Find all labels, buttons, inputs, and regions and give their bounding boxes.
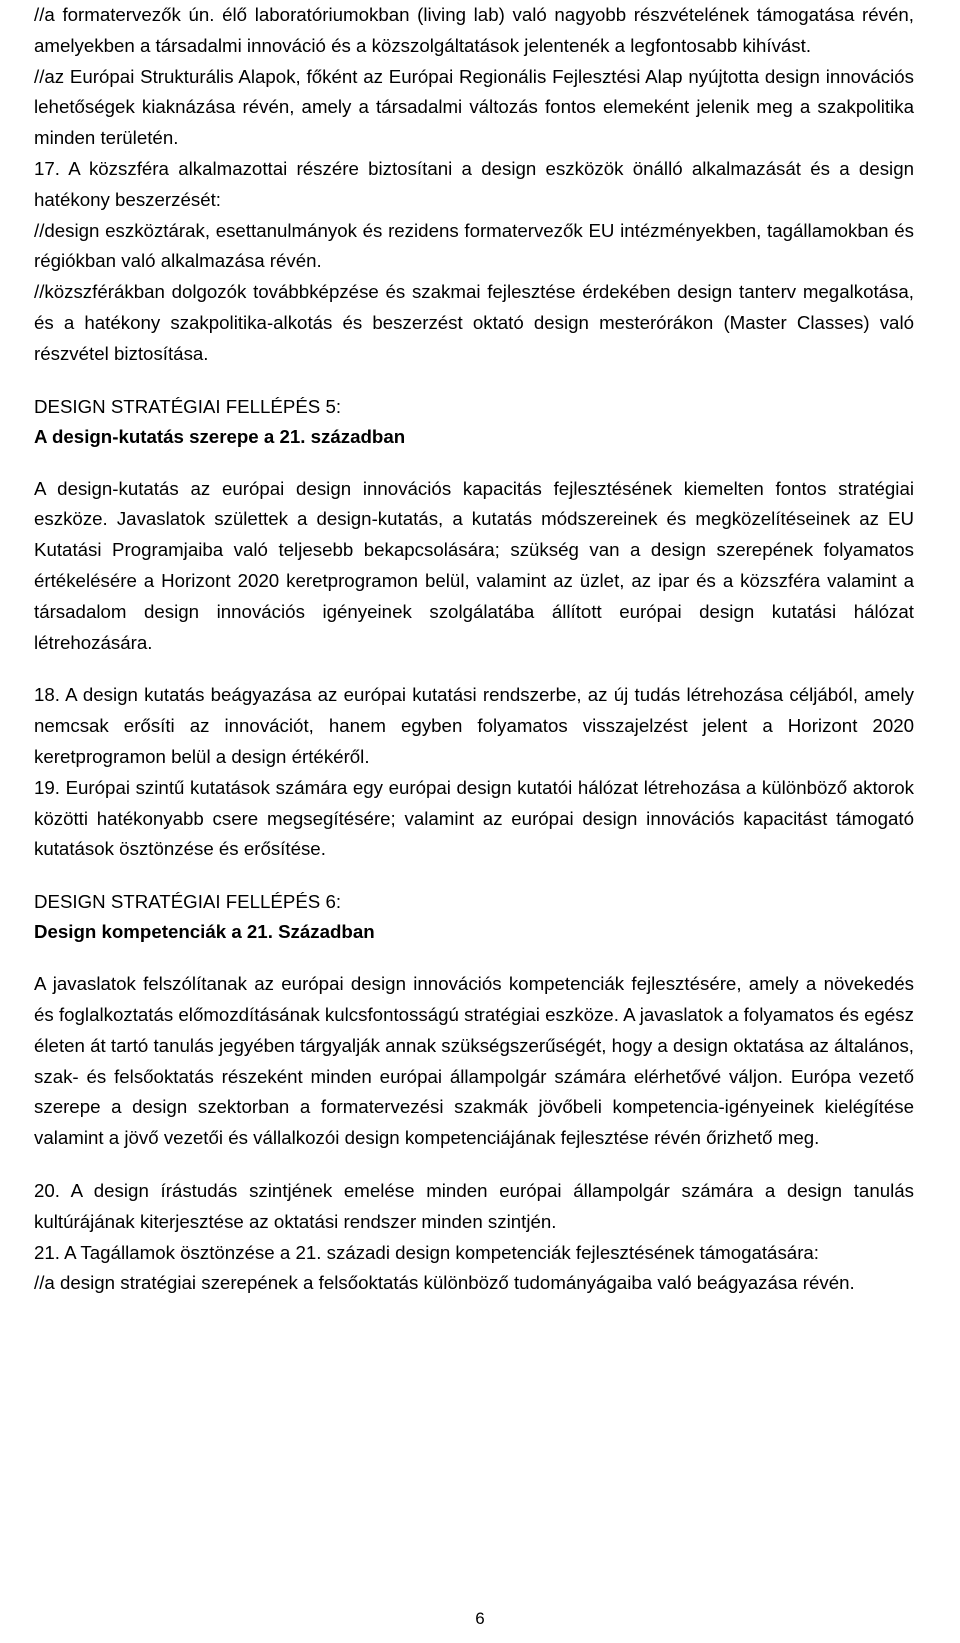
spacer [34,947,914,969]
para-competence-intro: A javaslatok felszólítanak az európai design innovációs kompetenciák fejlesztésére, amely a növekedés és foglalkoztatás előmozdításának kulcsfontosságú stratégiai eszköze. A javaslatok a folyamatos és egész életen át tartó tanulás jegyében tárgyalják annak szükségszerűségét, hogy a design oktatása az általános, szak- és felsőoktatás részeként minden európai állampolgár számára elérhetővé váljon. Európa vezető szerepe a design szektorban a formatervezési szakmák jövőbeli kompetencia-igényeinek kielégítése valamint a jövő vezetői és vállalkozói design kompetenciájának fejlesztése révén őrizhető meg. [34,973,914,1149]
para-higher-education: //a design stratégiai szerepének a felsőoktatás különböző tudományágaiba való beágyazása révén. [34,1272,855,1294]
para-structural-funds: //az Európai Strukturális Alapok, főként az Európai Regionális Fejlesztési Alap nyújtotta design innovációs lehetőségek kiaknázása révén, amely a társadalmi változás fontos elemeként jelenik meg a szakpolitika minden területén. [34,65,914,149]
para-item-17: 17. A közszféra alkalmazottai részére biztosítani a design eszközök önálló alkalmazását és a design hatékony beszerzését: [34,157,914,210]
spacer [34,1154,914,1176]
para-item-19: 19. Európai szintű kutatások számára egy európai design kutatói hálózat létrehozása a különböző aktorok közötti hatékonyabb csere megsegítésére; valamint az európai design innovációs kapacitást támogató kutatások ösztönzése és erősítése. [34,776,914,860]
para-item-21: 21. A Tagállamok ösztönzése a 21. századi design kompetenciák fejlesztésének támogatására: [34,1241,819,1263]
para-living-lab: //a formatervezők ún. élő laboratóriumokban (living lab) való nagyobb részvételének támogatása révén, amelyekben a társadalmi innováció és a közszolgáltatások jelentenék a legfontosabb kihívást. [34,4,914,56]
action-6-title: Design kompetenciák a 21. Században [34,921,375,943]
action-6-label: DESIGN STRATÉGIAI FELLÉPÉS 6: [34,891,342,913]
para-item-20: 20. A design írástudás szintjének emelése minden európai állampolgár számára a design tanulás kultúrájának kiterjesztése az oktatási rendszer minden szintjén. [34,1179,914,1232]
action-5-title: A design-kutatás szerepe a 21. században [34,425,406,447]
para-master-classes: //közszférákban dolgozók továbbképzése és szakmai fejlesztése érdekében design tanterv megalkotása, és a hatékony szakpolitika-alkotás és beszerzést oktató design mesterórákon (Master Classes) való részvétel biztosítása. [34,281,914,364]
spacer [34,452,914,474]
action-5-label: DESIGN STRATÉGIAI FELLÉPÉS 5: [34,395,342,417]
page-number: 6 [475,1609,485,1628]
spacer [34,658,914,680]
para-toolkits: //design eszköztárak, esettanulmányok és rezidens formatervezők EU intézményekben, tagállamokban és régiókban való alkalmazása révén. [34,219,914,272]
para-research-intro: A design-kutatás az európai design innovációs kapacitás fejlesztésének kiemelten fontos stratégiai eszköze. Javaslatok születtek a design-kutatás, a kutatás módszereinek és megközelítéseinek az EU Kutatási Programjaiba való teljesebb bekapcsolására; szükség van a design szerepének folyamatos értékelésére a Horizont 2020 keretprogramon belül, valamint az üzlet, az ipar és a közszféra valamint a társadalom design innovációs igényeinek szolgálatába állított európai design kutatási hálózat létrehozására. [34,477,914,653]
spacer [34,865,914,887]
para-item-18: 18. A design kutatás beágyazása az európai kutatási rendszerbe, az új tudás létrehozása céljából, amely nemcsak erősíti az innovációt, hanem egyben folyamatos visszajelzést jelent a Horizont 2020 keretprogramon belül a design értékéről. [34,684,914,767]
document-body [34,0,914,1299]
spacer [34,370,914,392]
